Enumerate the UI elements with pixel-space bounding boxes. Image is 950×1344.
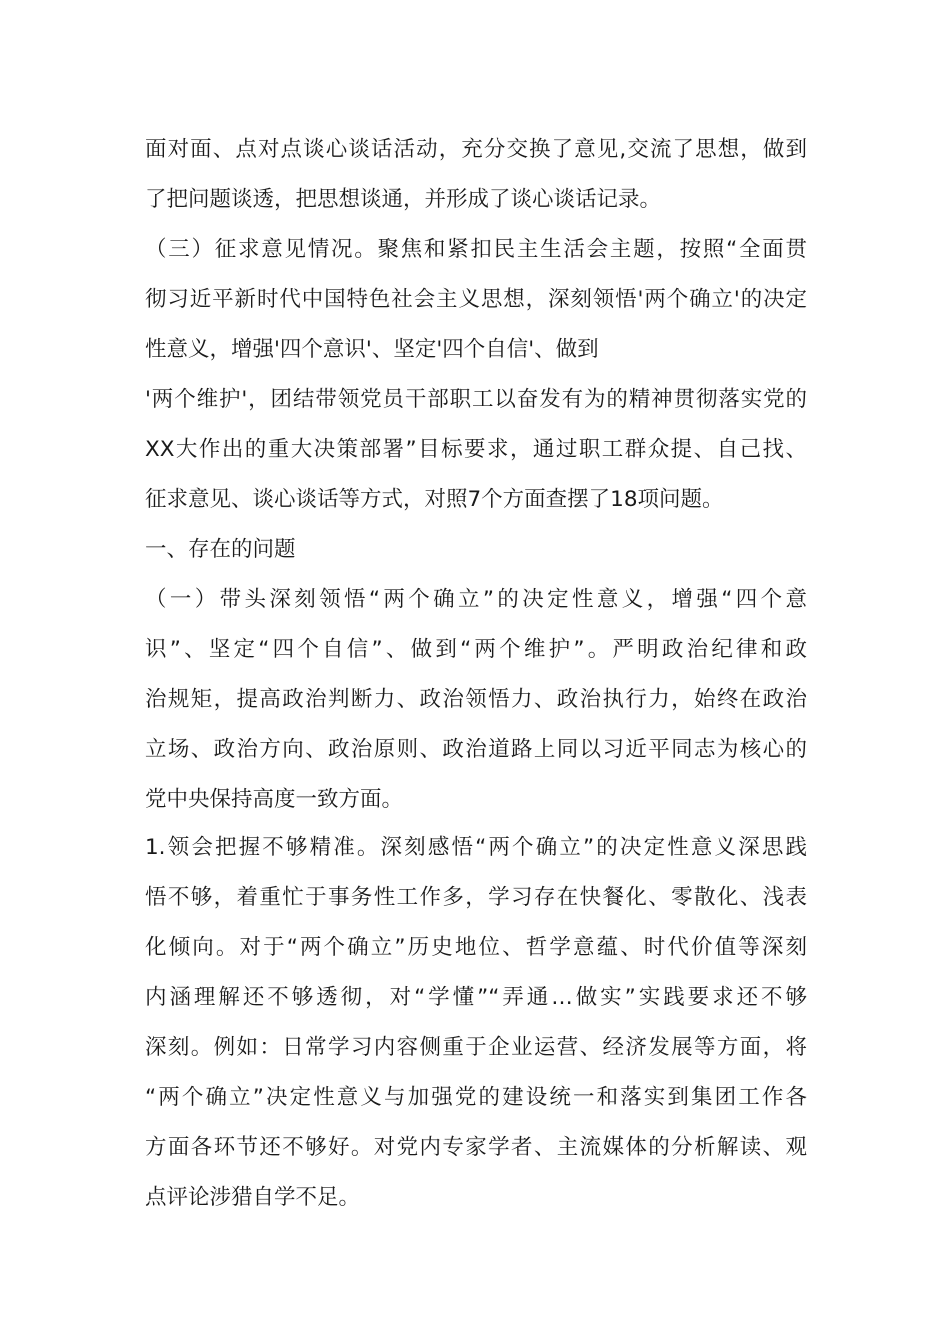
text-line: 深刻。例如：日常学习内容侧重于企业运营、经济发展等方面，将 — [145, 1035, 807, 1060]
section-heading: 一、存在的问题 — [145, 537, 296, 562]
text-line: '两个维护'，团结带领党员干部职工以奋发有为的精神贯彻落实党的 — [145, 387, 807, 412]
text-line: 性意义，增强'四个意识'、坚定'四个自信'、做到 — [145, 337, 599, 362]
text-line: 识”、坚定“四个自信”、做到“两个维护”。严明政治纪律和政 — [145, 637, 807, 662]
text-line: 党中央保持高度一致方面。 — [145, 787, 404, 812]
text-line: 悟不够，着重忙于事务性工作多，学习存在快餐化、零散化、浅表 — [145, 885, 807, 910]
text-line: 点评论涉猎自学不足。 — [145, 1185, 361, 1210]
text-line: 1.领会把握不够精准。深刻感悟“两个确立”的决定性意义深思践 — [145, 835, 807, 860]
text-line: 立场、政治方向、政治原则、政治道路上同以习近平同志为核心的 — [145, 737, 807, 762]
text-line: 彻习近平新时代中国特色社会主义思想，深刻领悟'两个确立'的决定 — [145, 287, 807, 312]
text-line: 征求意见、谈心谈话等方式，对照7个方面查摆了18项问题。 — [145, 487, 724, 512]
text-line: 化倾向。对于“两个确立”历史地位、哲学意蕴、时代价值等深刻 — [145, 935, 807, 960]
text-line: （三）征求意见情况。聚焦和紧扣民主生活会主题，按照“全面贯 — [145, 237, 807, 262]
text-line: 了把问题谈透，把思想谈通，并形成了谈心谈话记录。 — [145, 187, 662, 212]
text-line: 方面各环节还不够好。对党内专家学者、主流媒体的分析解读、观 — [145, 1135, 807, 1160]
text-line: 内涵理解还不够透彻，对“学懂”“弄通…做实”实践要求还不够 — [145, 985, 807, 1010]
text-line: XX大作出的重大决策部署”目标要求，通过职工群众提、自己找、 — [145, 437, 807, 462]
text-line: （一）带头深刻领悟“两个确立”的决定性意义，增强“四个意 — [145, 587, 807, 612]
text-line: 治规矩，提高政治判断力、政治领悟力、政治执行力，始终在政治 — [145, 687, 807, 712]
text-line: 面对面、点对点谈心谈话活动，充分交换了意见,交流了思想，做到 — [145, 137, 807, 162]
text-line: “两个确立”决定性意义与加强党的建设统一和落实到集团工作各 — [145, 1085, 807, 1110]
